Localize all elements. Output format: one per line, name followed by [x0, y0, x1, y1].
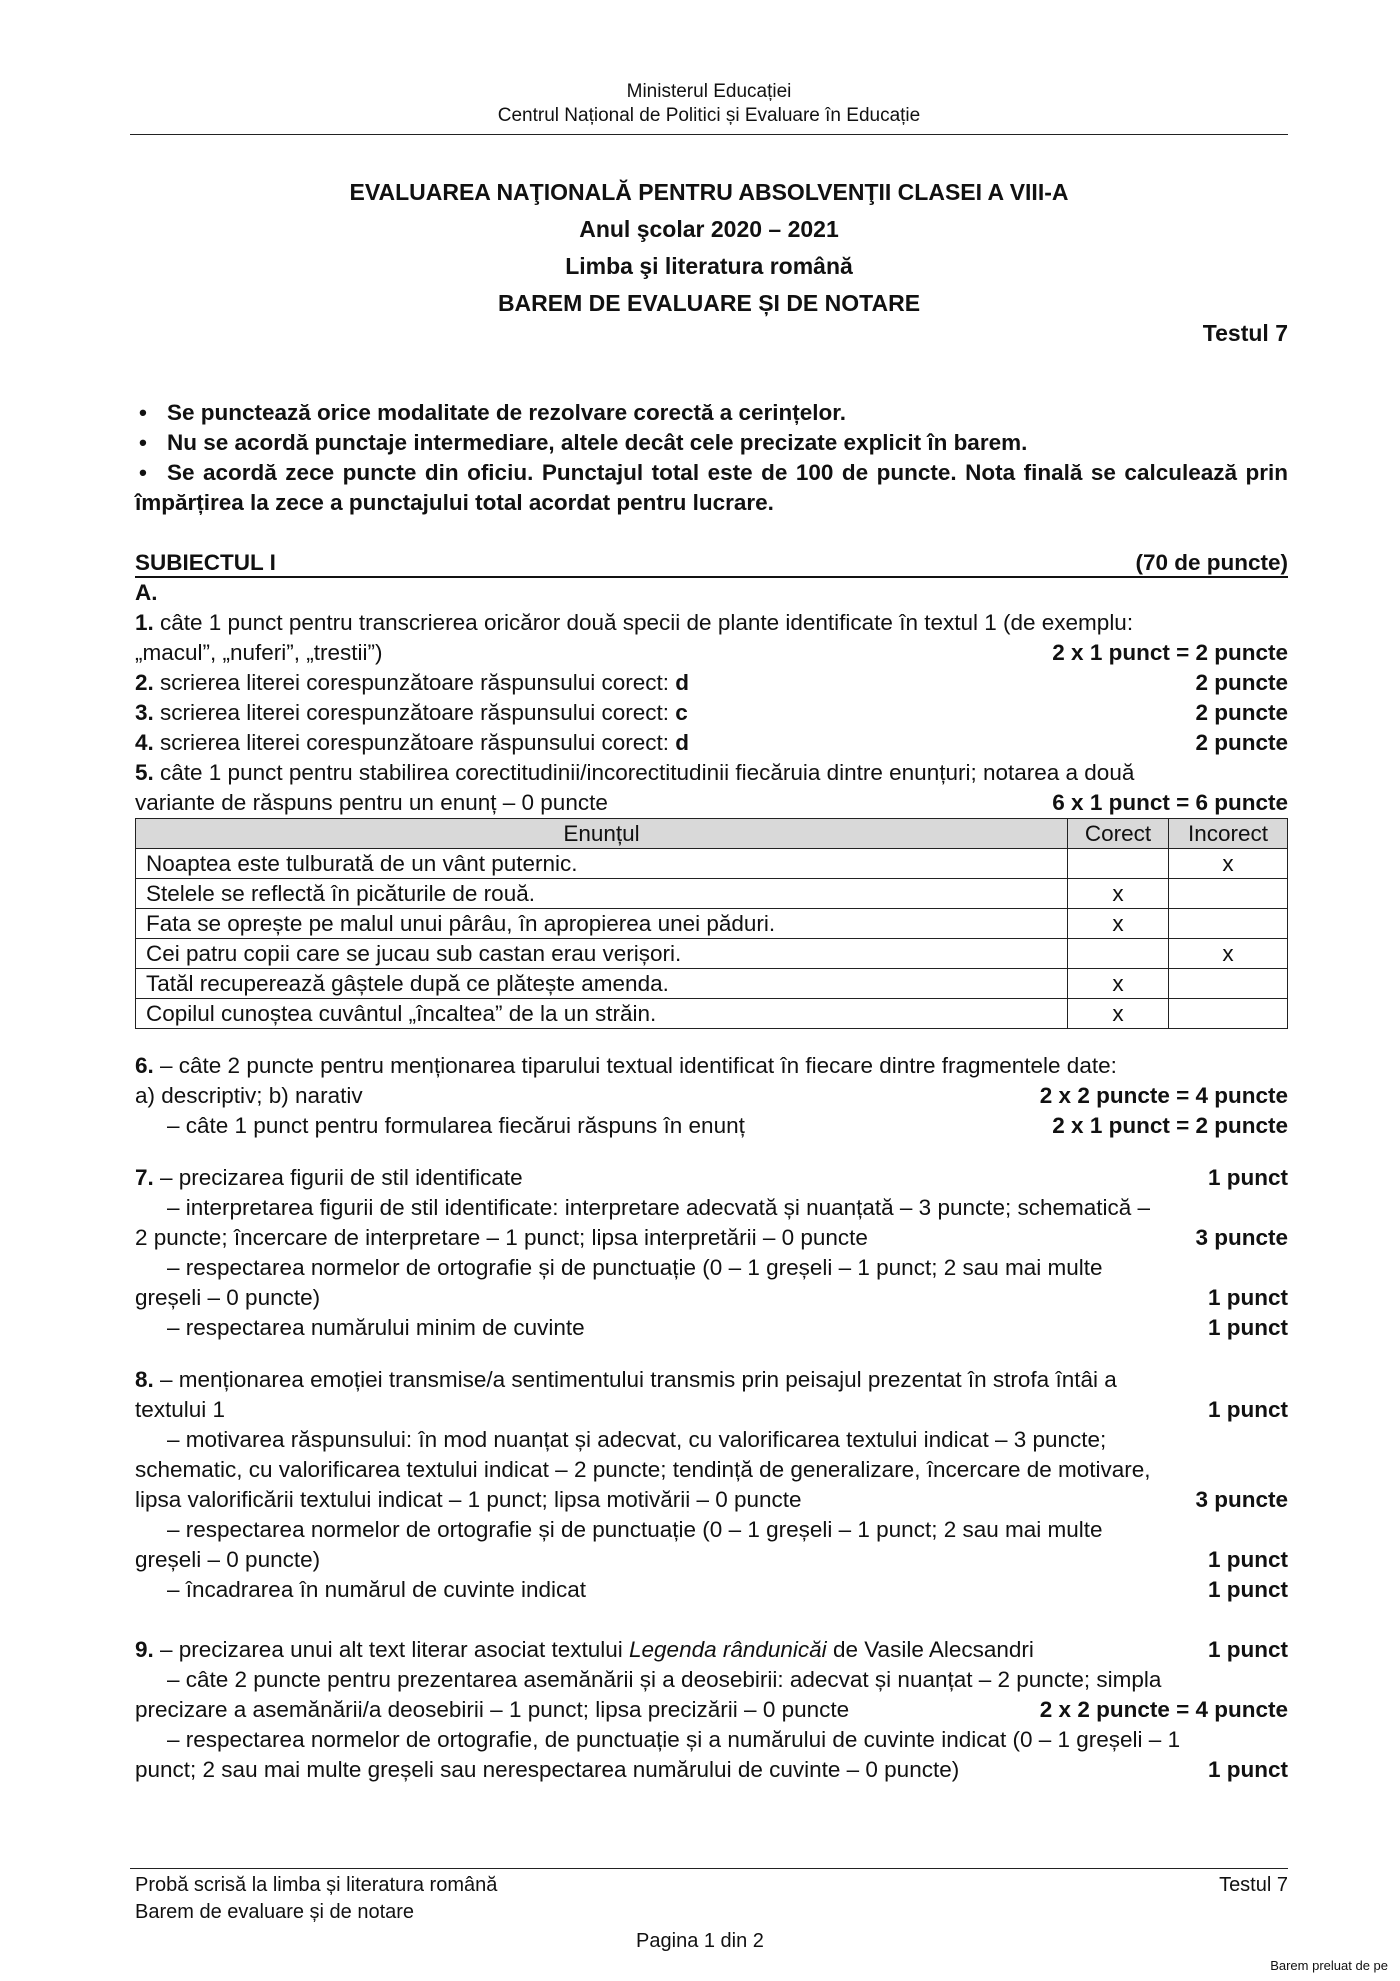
question-text: greșeli – 0 puncte) — [135, 1285, 321, 1310]
question-text: – câte 2 puncte pentru prezentarea asemănării și a deosebirii: adecvat și nuanțat – 2 puncte; simpla — [167, 1667, 1162, 1692]
question-6 — [135, 1051, 1288, 1081]
question-text: lipsa valorificării textului indicat – 1 punct; lipsa motivării – 0 puncte — [135, 1487, 802, 1512]
score: 3 puncte — [1195, 1487, 1288, 1512]
score: 2 x 2 puncte = 4 puncte — [1039, 1697, 1288, 1722]
rule-item: • Nu se acordă punctaje intermediare, altele decât cele precizate explicit în barem. — [135, 428, 1288, 458]
correct-cell: x — [1068, 879, 1169, 909]
question-8 — [135, 1365, 1288, 1395]
question-3 — [135, 698, 1288, 728]
question-text: punct; 2 sau mai multe greșeli sau nerespectarea numărului de cuvinte – 0 puncte) — [135, 1757, 960, 1782]
question-7 — [135, 1163, 1288, 1193]
score: 2 x 1 punct = 2 puncte — [1052, 640, 1288, 665]
question-1-score-row — [135, 638, 1288, 668]
answer-letter: d — [675, 670, 690, 695]
footer-test-number: Testul 7 — [1219, 1874, 1288, 1896]
question-text: – respectarea numărului minim de cuvinte — [167, 1315, 585, 1340]
question-text: scrierea literei corespunzătoare răspunsului corect: — [153, 670, 676, 695]
question-number: 3. — [135, 700, 154, 725]
score: 3 puncte — [1195, 1225, 1288, 1250]
score: 1 punct — [1207, 1165, 1288, 1190]
score: 1 punct — [1207, 1397, 1288, 1422]
question-text: schematic, cu valorificarea textului indicat – 2 puncte; tendință de generalizare, încercare de motivare, — [135, 1457, 1151, 1482]
question-text: textului 1 — [135, 1397, 226, 1422]
question-1 — [135, 608, 1288, 638]
correct-cell — [1068, 939, 1169, 969]
page-footer — [135, 1872, 1288, 1926]
page-number: Pagina 1 din 2 — [636, 1930, 764, 1952]
incorrect-cell — [1169, 909, 1288, 939]
correct-cell — [1068, 849, 1169, 879]
question-text: precizare a asemănării/a deosebirii – 1 punct; lipsa precizării – 0 puncte — [135, 1697, 850, 1722]
score: 2 x 1 punct = 2 puncte — [1052, 1113, 1288, 1138]
question-number: 9. — [135, 1637, 154, 1662]
work-title: Legenda rândunicăi — [629, 1637, 827, 1662]
question-number: 2. — [135, 670, 154, 695]
question-number: 5. — [135, 760, 154, 785]
rule-item: • Se acordă zece puncte din oficiu. Punctajul total este de 100 de puncte. Nota finală se calculează prin împărțirea la zece a punctajului total acordat pentru lucrare. — [135, 458, 1288, 518]
answer-letter: d — [675, 730, 690, 755]
incorrect-cell: x — [1169, 939, 1288, 969]
question-text: – precizarea figurii de stil identificate — [153, 1165, 523, 1190]
statement-cell: Copilul cunoștea cuvântul „încaltea” de la un străin. — [136, 999, 1068, 1029]
correct-cell: x — [1068, 999, 1169, 1029]
question-8-row — [135, 1575, 1288, 1605]
question-6-row — [135, 1111, 1288, 1141]
exam-title: EVALUAREA NAŢIONALĂ PENTRU ABSOLVENŢII CLASEI A VIII-A — [349, 179, 1069, 205]
column-header-correct: Corect — [1068, 819, 1169, 849]
question-text: – motivarea răspunsului: în mod nuanțat și adecvat, cu valorificarea textului indicat – 3 puncte; — [167, 1427, 1107, 1452]
question-text: – precizarea unui alt text literar asociat textului — [153, 1637, 630, 1662]
question-number: 7. — [135, 1165, 154, 1190]
ministry-name: Ministerul Educației — [626, 81, 792, 102]
question-6-row — [135, 1081, 1288, 1111]
statement-cell: Fata se oprește pe malul unui pârâu, în apropierea unei păduri. — [136, 909, 1068, 939]
statement-cell: Noaptea este tulburată de un vânt puternic. — [136, 849, 1068, 879]
table-header-row — [136, 819, 1288, 849]
score: 6 x 1 punct = 6 puncte — [1052, 790, 1288, 815]
table-row — [136, 999, 1288, 1029]
question-text: – interpretarea figurii de stil identificate: interpretare adecvată și nuanțată – 3 puncte; schematică – — [167, 1195, 1151, 1220]
question-8-row — [135, 1545, 1288, 1575]
score: 1 punct — [1207, 1285, 1288, 1310]
column-header-incorrect: Incorect — [1169, 819, 1288, 849]
question-text: câte 1 punct pentru transcrierea oricăror două specii de plante identificate în textul 1 (de exemplu: — [153, 610, 1134, 635]
score: 1 punct — [1207, 1757, 1288, 1782]
footer-divider — [130, 1868, 1288, 1869]
question-7-row — [135, 1313, 1288, 1343]
question-7-row — [135, 1283, 1288, 1313]
question-text: – respectarea normelor de ortografie, de punctuație și a numărului de cuvinte indicat (0 – 1 greșeli – 1 — [167, 1727, 1181, 1752]
table-row — [136, 849, 1288, 879]
score: 1 punct — [1207, 1637, 1288, 1662]
question-number: 6. — [135, 1053, 154, 1078]
section-points: (70 de puncte) — [1135, 550, 1288, 575]
question-text: greșeli – 0 puncte) — [135, 1547, 321, 1572]
correct-cell: x — [1068, 909, 1169, 939]
score: 2 puncte — [1195, 670, 1288, 695]
question-2 — [135, 668, 1288, 698]
test-number: Testul 7 — [1202, 320, 1288, 346]
question-text: – câte 1 punct pentru formularea fiecărui răspuns în enunț — [167, 1113, 745, 1138]
question-text: – respectarea normelor de ortografie și de punctuație (0 – 1 greșeli – 1 punct; 2 sau mai multe — [167, 1255, 1103, 1280]
question-4 — [135, 728, 1288, 758]
section-heading — [135, 550, 1288, 578]
question-text: scrierea literei corespunzătoare răspunsului corect: — [153, 730, 676, 755]
question-7-row — [135, 1223, 1288, 1253]
score: 1 punct — [1207, 1315, 1288, 1340]
question-5 — [135, 758, 1288, 788]
question-9 — [135, 1635, 1288, 1665]
score: 2 puncte — [1195, 730, 1288, 755]
question-text: câte 1 punct pentru stabilirea corectitudinii/incorectitudinii fiecăruia dintre enunțuri; notarea a două — [153, 760, 1135, 785]
part-label: A. — [135, 580, 158, 605]
question-text: – câte 2 puncte pentru menționarea tiparului textual identificat în fiecare dintre fragmentele date: — [153, 1053, 1117, 1078]
footer-document-type: Barem de evaluare și de notare — [135, 1901, 415, 1923]
page-header — [130, 80, 1288, 128]
correct-cell: x — [1068, 969, 1169, 999]
question-8-row — [135, 1395, 1288, 1425]
score: 1 punct — [1207, 1577, 1288, 1602]
table-row — [136, 909, 1288, 939]
source-stamp: Barem preluat de pe — [1270, 1958, 1388, 1973]
statement-cell: Tatăl recuperează gâștele după ce plătește amenda. — [136, 969, 1068, 999]
section-title: SUBIECTUL I — [135, 550, 276, 575]
document-titles — [130, 174, 1288, 322]
score: 1 punct — [1207, 1547, 1288, 1572]
question-text: – încadrarea în numărul de cuvinte indicat — [167, 1577, 586, 1602]
table-row — [136, 969, 1288, 999]
school-year: Anul şcolar 2020 – 2021 — [579, 216, 839, 242]
rule-item: • Se punctează orice modalitate de rezolvare corectă a cerințelor. — [135, 398, 1288, 428]
question-5-score-row — [135, 788, 1288, 818]
incorrect-cell: x — [1169, 849, 1288, 879]
header-divider — [130, 134, 1288, 135]
question-text: de Vasile Alecsandri — [826, 1637, 1034, 1662]
question-number: 1. — [135, 610, 154, 635]
column-header-statement: Enunțul — [136, 819, 1068, 849]
subject-name: Limba şi literatura română — [565, 253, 853, 279]
score: 2 puncte — [1195, 700, 1288, 725]
table-row — [136, 939, 1288, 969]
incorrect-cell — [1169, 999, 1288, 1029]
statement-cell: Stelele se reflectă în picăturile de rouă. — [136, 879, 1068, 909]
center-name: Centrul Național de Politici și Evaluare în Educație — [497, 105, 921, 126]
general-rules-list — [135, 398, 1288, 518]
incorrect-cell — [1169, 969, 1288, 999]
question-text: a) descriptiv; b) narativ — [135, 1083, 363, 1108]
question-text: „macul”, „nuferi”, „trestii”) — [135, 640, 383, 665]
question-9-row — [135, 1695, 1288, 1725]
question-text: variante de răspuns pentru un enunț – 0 puncte — [135, 790, 608, 815]
question-text: – menționarea emoției transmise/a sentimentului transmis prin peisajul prezentat în strofa întâi a — [153, 1367, 1117, 1392]
question-text: – respectarea normelor de ortografie și de punctuație (0 – 1 greșeli – 1 punct; 2 sau mai multe — [167, 1517, 1103, 1542]
statement-cell: Cei patru copii care se jucau sub castan erau verișori. — [136, 939, 1068, 969]
question-number: 4. — [135, 730, 154, 755]
table-row — [136, 879, 1288, 909]
question-9-row — [135, 1755, 1288, 1785]
footer-exam-name: Probă scrisă la limba și literatura română — [135, 1874, 498, 1896]
question-number: 8. — [135, 1367, 154, 1392]
answer-letter: c — [675, 700, 688, 725]
question-text: 2 puncte; încercare de interpretare – 1 punct; lipsa interpretării – 0 puncte — [135, 1225, 868, 1250]
main-content — [135, 398, 1288, 1785]
statements-table — [135, 818, 1288, 1029]
question-8-row — [135, 1485, 1288, 1515]
score: 2 x 2 puncte = 4 puncte — [1039, 1083, 1288, 1108]
incorrect-cell — [1169, 879, 1288, 909]
document-type: BAREM DE EVALUARE ȘI DE NOTARE — [497, 290, 921, 316]
question-text: scrierea literei corespunzătoare răspunsului corect: — [153, 700, 676, 725]
